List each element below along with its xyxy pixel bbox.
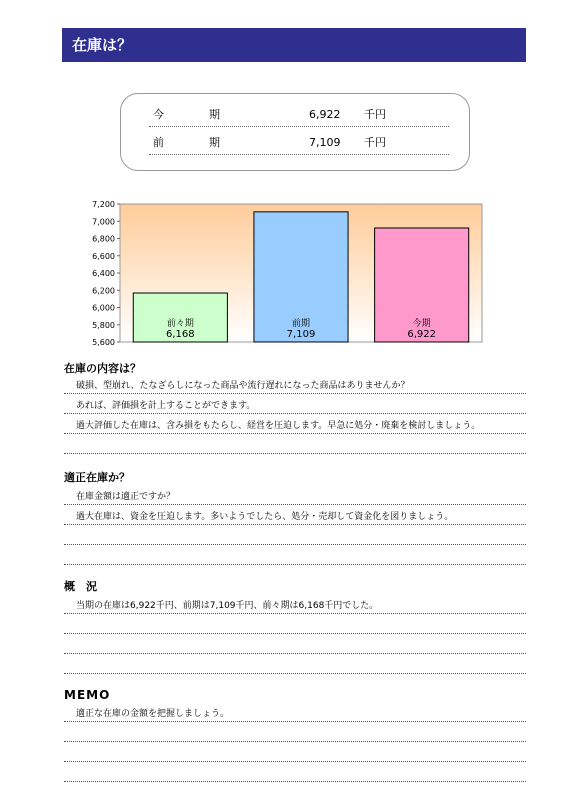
summary-value: 6,922 — [309, 108, 341, 121]
section-line: 過大評価した在庫は、含み損をもたらし、経営を圧迫します。早急に処分・廃棄を検討しましょう。 — [64, 416, 526, 434]
y-tick-label: 7,000 — [92, 217, 115, 227]
page-title: 在庫は？ — [72, 36, 133, 54]
summary-row-previous — [149, 132, 449, 155]
section-line — [64, 744, 526, 762]
summary-label-a: 前 — [153, 136, 164, 149]
summary-unit: 千円 — [364, 136, 386, 149]
section-line — [64, 656, 526, 674]
summary-box — [120, 93, 470, 171]
section-line: 適正な在庫の金額を把握しましょう。 — [64, 704, 526, 722]
page-header — [62, 28, 526, 62]
section-line: あれば、評価損を計上することができます。 — [64, 396, 526, 414]
section-title-appropriate: 適正在庫か？ — [64, 471, 130, 484]
section-line: 在庫金額は適正ですか？ — [64, 487, 526, 505]
y-tick-label: 6,000 — [92, 303, 115, 313]
section-line — [64, 527, 526, 545]
bar-category-label: 前期 — [291, 319, 311, 329]
section-title-contents: 在庫の内容は？ — [64, 362, 141, 375]
y-tick-label: 6,600 — [92, 251, 115, 261]
bar-category-label: 今期 — [412, 319, 431, 329]
y-tick-label: 6,800 — [92, 234, 115, 244]
bar-category-label: 前々期 — [166, 319, 194, 329]
section-line: 過大在庫は、資金を圧迫します。多いようでしたら、処分・売却して資金化を図りましょう。 — [64, 507, 526, 525]
inventory-bar-chart — [80, 196, 490, 346]
y-tick-label: 6,200 — [92, 286, 115, 296]
y-tick-label: 6,400 — [92, 269, 115, 278]
section-line — [64, 547, 526, 565]
section-line — [64, 436, 526, 454]
section-line: 当期の在庫は6,922千円、前期は7,109千円、前々期は6,168千円でした。 — [64, 596, 526, 614]
summary-value: 7,109 — [309, 136, 341, 149]
bar-value-label: 7,109 — [286, 329, 316, 340]
section-title-memo: MEMO — [64, 688, 111, 702]
summary-label-a: 今 — [153, 108, 164, 121]
section-line: 破損、型崩れ、たなざらしになった商品や流行遅れになった商品はありませんか？ — [64, 376, 526, 394]
y-tick-label: 7,200 — [92, 200, 115, 209]
y-tick-label: 5,800 — [92, 320, 115, 330]
summary-label-b: 期 — [209, 108, 220, 121]
section-title-overview: 概 況 — [64, 580, 97, 593]
bar-value-label: 6,168 — [166, 329, 195, 340]
bar-value-label: 6,922 — [407, 329, 436, 340]
section-line — [64, 764, 526, 782]
section-line — [64, 616, 526, 634]
section-line — [64, 636, 526, 654]
summary-row-current — [149, 104, 449, 127]
summary-unit: 千円 — [364, 108, 386, 121]
section-line — [64, 724, 526, 742]
summary-label-b: 期 — [209, 136, 220, 149]
y-tick-label: 5,600 — [92, 338, 115, 346]
